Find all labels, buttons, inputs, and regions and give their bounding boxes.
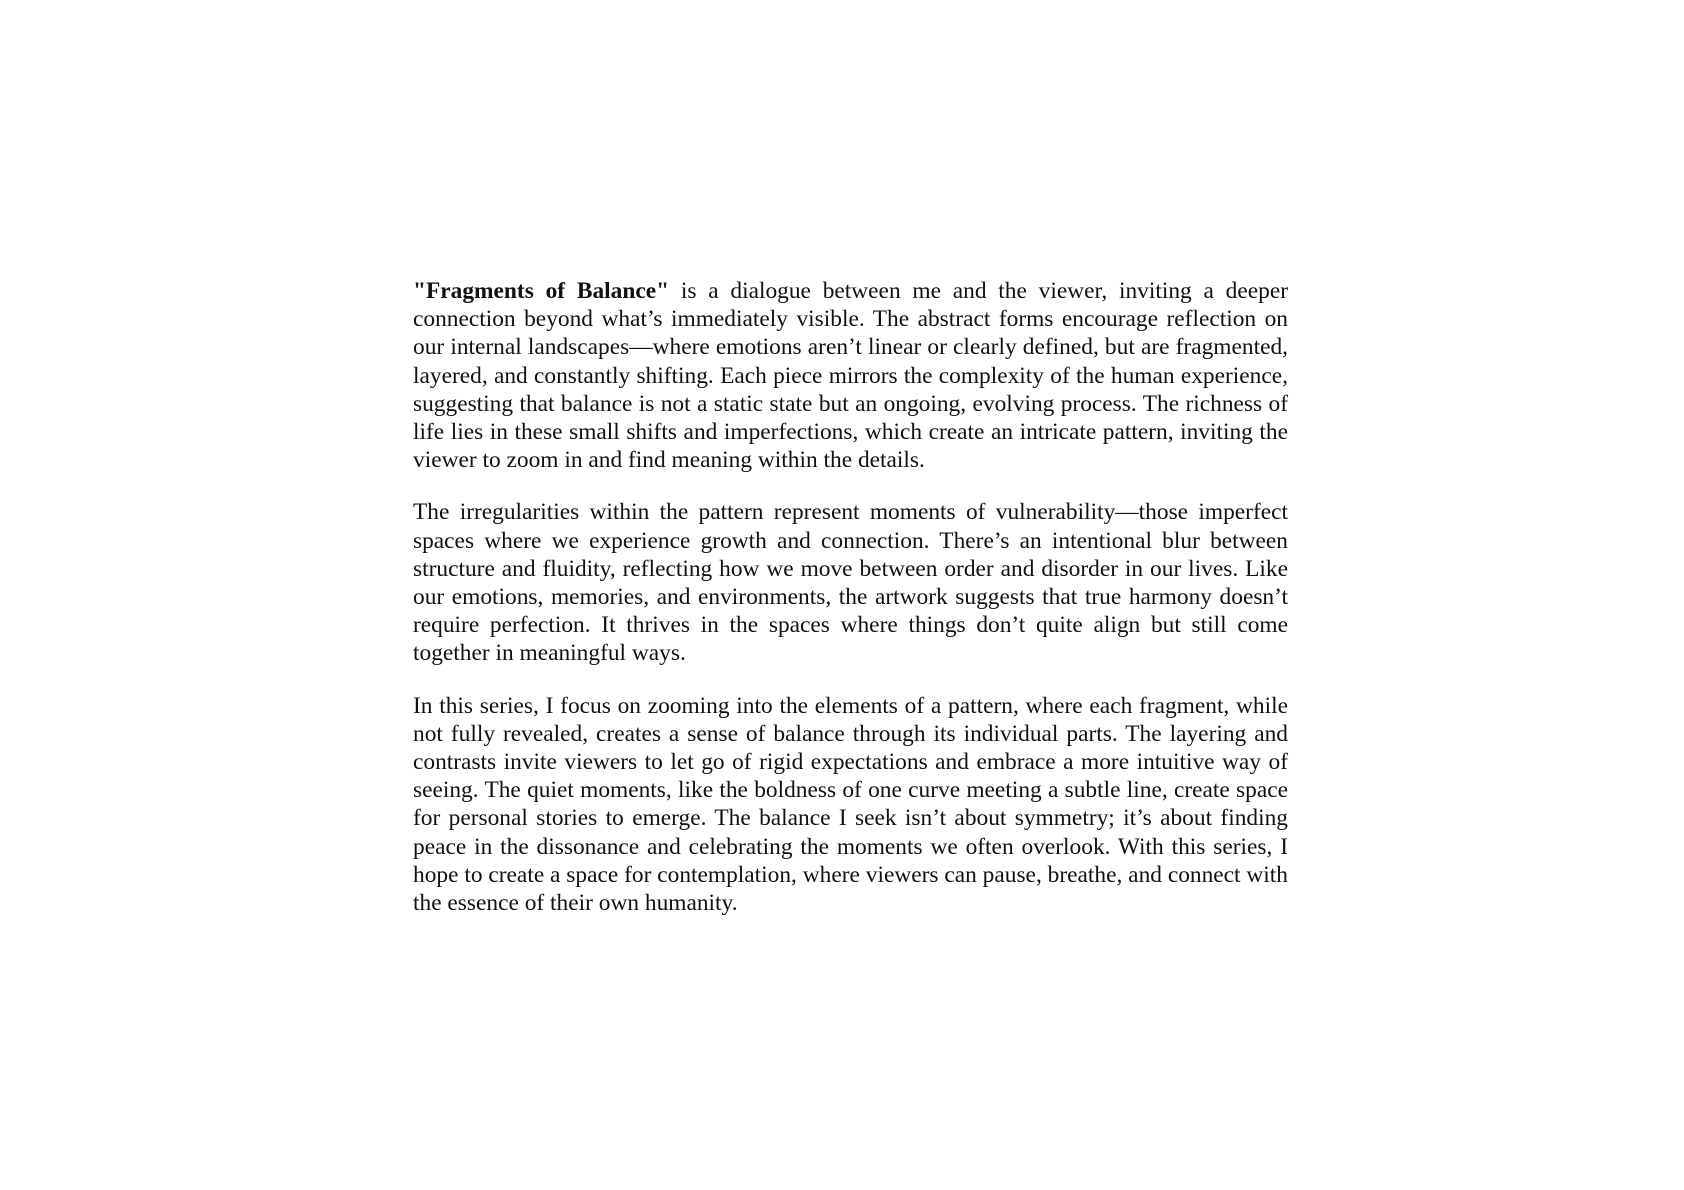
- paragraph-3: In this series, I focus on zooming into the elements of a pattern, where each fragment, while not fully revealed, creates a sense of balance through its individual parts. The layering and contrasts invite viewers to let go of rigid expectations and embrace a more intuitive way of seeing. The quiet moments, like the boldness of one curve meeting a subtle line, create space for personal stories to emerge. The balance I seek isn’t about symmetry; it’s about finding peace in the dissonance and celebrating the moments we often overlook. With this series, I hope to create a space for contemplation, where viewers can pause, breathe, and connect with the essence of their own humanity.: [413, 692, 1288, 917]
- paragraph-1: [413, 277, 1288, 474]
- paragraph-1-body: is a dialogue between me and the viewer, inviting a deeper connection beyond what’s immediately visible. The abstract forms encourage reflection on our internal landscapes—where emotions aren’t linear or clearly defined, but are fragmented, layered, and constantly shifting. Each piece mirrors the complexity of the human experience, suggesting that balance is not a static state but an ongoing, evolving process. The richness of life lies in these small shifts and imperfections, which create an intricate pattern, inviting the viewer to zoom in and find meaning within the details.: [413, 278, 1288, 474]
- artist-statement: [413, 277, 1288, 917]
- document-title: "Fragments of Balance": [413, 278, 670, 304]
- paragraph-2: The irregularities within the pattern represent moments of vulnerability—those imperfect spaces where we experience growth and connection. There’s an intentional blur between structure and fluidity, reflecting how we move between order and disorder in our lives. Like our emotions, memories, and environments, the artwork suggests that true harmony doesn’t require perfection. It thrives in the spaces where things don’t quite align but still come together in meaningful ways.: [413, 499, 1288, 667]
